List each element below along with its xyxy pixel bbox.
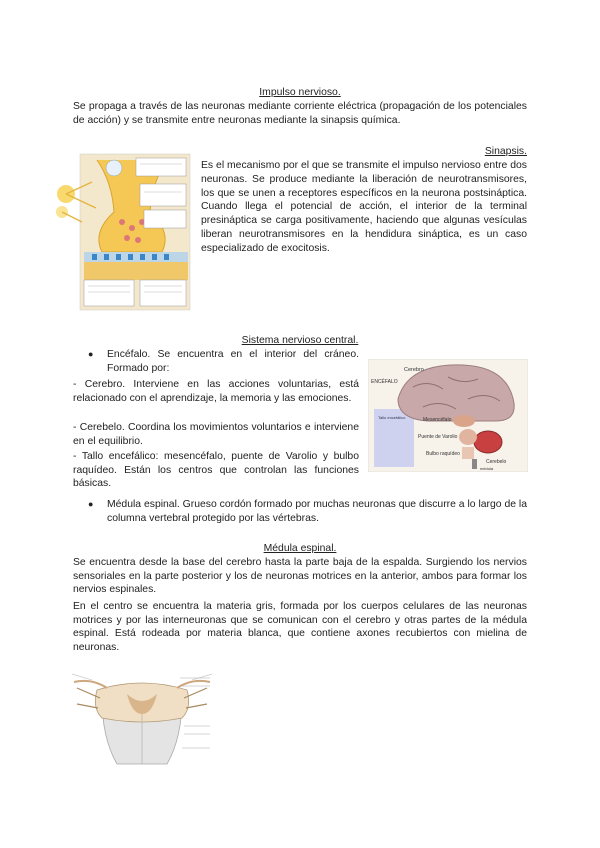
spinal-cord-diagram — [72, 668, 212, 768]
synapse-diagram — [52, 152, 192, 312]
bullet-dot-medula: ● — [88, 499, 94, 509]
tallo-text: - Tallo encefálico: mesencéfalo, puente de Varolio y bulbo raquídeo. Están los centros que controlan las funciones básicas. — [73, 451, 359, 490]
label-bulbo: Bulbo raquídeo — [426, 451, 460, 457]
sinapsis-paragraph: Es el mecanismo por el que se transmite el impulso nervioso entre dos neuronas. Se produce mediante la liberación de neurotransmisores, los que se unen a receptores específicos en la neurona postsináptica. Cuando llega el potencial de acción, el interior de la terminal presináptica se carga positivamente, haciendo que algunas vesículas liberan neurotransmisores en la hendidura sináptica, es un caso especializado de exocitosis. — [201, 160, 527, 254]
label-cerebro: Cerebro — [404, 367, 424, 373]
brain-diagram — [368, 359, 528, 472]
label-mesencefalo: Mesencéfalo — [423, 417, 452, 423]
medula-bullet-text: Médula espinal. Grueso cordón formado por muchas neuronas que discurre a lo largo de la columna vertebral protegido por las vértebras. — [107, 499, 527, 524]
impulso-paragraph: Se propaga a través de las neuronas mediante corriente eléctrica (propagación de los potenciales de acción) y se transmite entre neuronas mediante la sinapsis química. — [73, 101, 527, 126]
medula-paragraph-2: En el centro se encuentra la materia gris, formada por los cuerpos celulares de las neuronas motrices y por las interneuronas que se comunican con el cerebro y otras partes de la médula espinal. Está rodeada por materia blanca, que contiene axones recubiertos con mielina de neuronas. — [73, 601, 527, 653]
label-tallo: Tallo encefálico — [378, 415, 406, 420]
cerebelo-text: - Cerebelo. Coordina los movimientos voluntarios e interviene en el equilibrio. — [73, 422, 359, 447]
label-puente: Puente de Varolio — [418, 434, 458, 440]
section-title-snc: Sistema nervioso central. — [241, 335, 359, 346]
encefalo-intro: Encéfalo. Se encuentra en el interior del cráneo. Formado por: — [107, 349, 359, 374]
section-title-impulso: Impulso nervioso. — [259, 87, 341, 98]
section-title-sinapsis: Sinapsis. — [484, 146, 527, 157]
medula-paragraph-1: Se encuentra desde la base del cerebro hasta la parte baja de la espalda. Surgiendo los nervios sensoriales en la parte posterior y los de neuronas motrices en la anterior, ambos para formar los nervios espinales. — [73, 557, 527, 596]
bullet-dot-encefalo: ● — [88, 349, 94, 359]
label-medula: médula — [480, 466, 494, 471]
section-title-medula: Médula espinal. — [263, 543, 337, 554]
cerebro-text: - Cerebro. Interviene en las acciones voluntarias, está relacionado con el aprendizaje, la memoria y las emociones. — [73, 379, 359, 404]
label-cerebelo: Cerebelo — [486, 459, 507, 465]
label-encefalo: ENCÉFALO — [371, 379, 398, 385]
